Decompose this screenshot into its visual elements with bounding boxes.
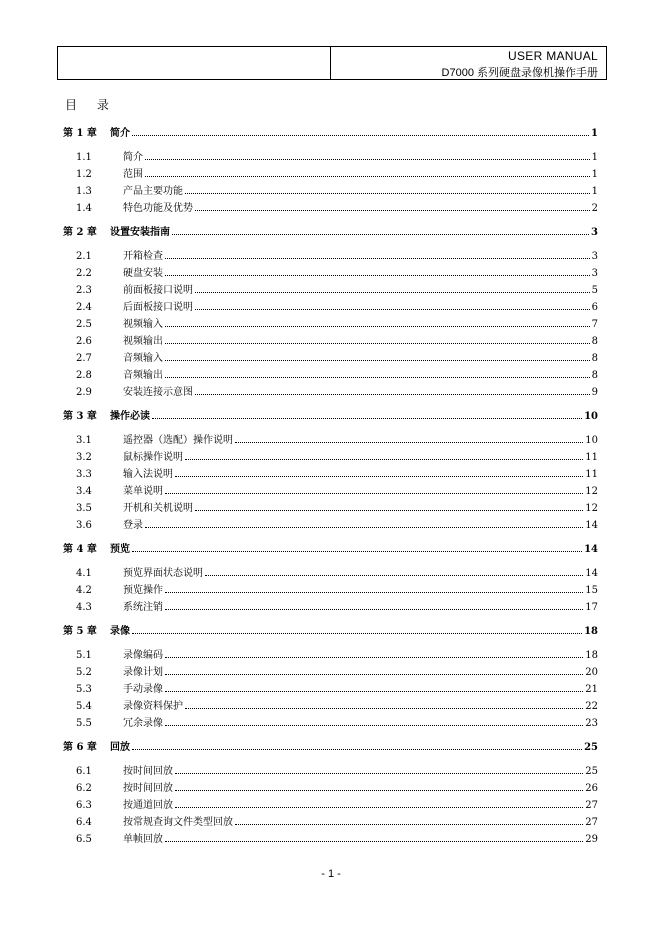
toc-section-title: 产品主要功能 [123,186,183,197]
toc-chapter[interactable] [63,736,598,753]
page-number: - 1 - [321,868,341,880]
toc-section-page: 22 [585,701,598,712]
toc-section[interactable] [63,497,598,514]
toc-section[interactable] [63,480,598,497]
toc-section-number: 2.2 [76,268,92,279]
toc-section-title: 单帧回放 [123,834,163,845]
toc-chapter-title: 预览 [110,544,130,555]
toc-chapter-page: 10 [584,411,598,422]
toc-section-number: 4.3 [76,602,92,613]
toc-chapter-number: 第 2 章 [63,227,97,238]
toc-chapter-number: 第 6 章 [63,742,97,753]
toc-section-page: 8 [591,336,598,347]
toc-section-title: 按通道回放 [123,800,173,811]
toc-section[interactable] [63,296,598,313]
toc-section-page: 1 [591,152,598,163]
table-of-contents [63,122,598,845]
toc-section-number: 2.3 [76,285,92,296]
dot-leader [205,575,583,576]
toc-section[interactable] [63,514,598,531]
toc-title: 目 录 [65,98,117,112]
toc-section[interactable] [63,381,598,398]
toc-section[interactable] [63,712,598,729]
toc-section-title: 视频输出 [123,336,163,347]
toc-section-number: 3.4 [76,486,92,497]
toc-section-title: 按时间回放 [123,783,173,794]
toc-chapter-number: 第 4 章 [63,544,97,555]
toc-section-title: 录像计划 [123,667,163,678]
toc-section-title: 录像资料保护 [123,701,183,712]
toc-section[interactable] [63,794,598,811]
page-header [57,46,607,80]
toc-section[interactable] [63,180,598,197]
toc-section[interactable] [63,429,598,446]
toc-section-number: 1.3 [76,186,92,197]
dot-leader [195,210,590,211]
dot-leader [152,418,582,419]
dot-leader [165,258,590,259]
toc-section-number: 6.4 [76,817,92,828]
dot-leader [165,657,583,658]
toc-section[interactable] [63,678,598,695]
dot-leader [165,725,583,726]
dot-leader [235,442,583,443]
toc-section-number: 1.2 [76,169,92,180]
dot-leader [175,790,583,791]
toc-section-title: 开箱检查 [123,251,163,262]
toc-section-page: 3 [591,251,598,262]
dot-leader [185,193,590,194]
toc-section-title: 简介 [123,152,143,163]
toc-chapter-number: 第 5 章 [63,626,97,637]
dot-leader [132,135,589,136]
toc-section-number: 2.7 [76,353,92,364]
toc-section-number: 2.6 [76,336,92,347]
toc-section-title: 预览界面状态说明 [123,568,203,579]
toc-section-number: 1.4 [76,203,92,214]
toc-chapter-number: 第 3 章 [63,411,97,422]
toc-section-page: 3 [591,268,598,279]
dot-leader [165,493,583,494]
toc-section-number: 1.1 [76,152,92,163]
toc-chapter[interactable] [63,405,598,422]
toc-chapter[interactable] [63,122,598,139]
toc-section[interactable] [63,661,598,678]
toc-section-title: 后面板接口说明 [123,302,193,313]
dot-leader [132,551,582,552]
toc-section-page: 20 [585,667,598,678]
dot-leader [145,159,590,160]
toc-section-page: 8 [591,353,598,364]
toc-section-title: 输入法说明 [123,469,173,480]
dot-leader [165,609,583,610]
toc-section-number: 6.2 [76,783,92,794]
dot-leader [165,841,583,842]
toc-chapter-page: 18 [584,626,598,637]
dot-leader [175,476,583,477]
toc-section-number: 3.2 [76,452,92,463]
toc-section-number: 6.1 [76,766,92,777]
toc-section-number: 3.3 [76,469,92,480]
toc-section-title: 遥控器（选配）操作说明 [123,435,233,446]
toc-section-page: 15 [585,585,598,596]
toc-section-title: 硬盘安装 [123,268,163,279]
toc-chapter-page: 25 [584,742,598,753]
toc-section-title: 预览操作 [123,585,163,596]
toc-chapter-title: 回放 [110,742,130,753]
toc-section-page: 14 [585,520,598,531]
dot-leader [175,773,583,774]
toc-section[interactable] [63,446,598,463]
dot-leader [165,326,590,327]
toc-section-title: 特色功能及优势 [123,203,193,214]
toc-section-page: 11 [585,452,598,463]
toc-section-number: 3.1 [76,435,92,446]
toc-chapter-title: 简介 [110,128,130,139]
toc-chapter-title: 操作必读 [110,411,150,422]
toc-section[interactable] [63,760,598,777]
toc-section[interactable] [63,245,598,262]
toc-section-page: 2 [591,203,598,214]
toc-section-title: 范围 [123,169,143,180]
dot-leader [132,749,582,750]
toc-section-number: 5.5 [76,718,92,729]
toc-chapter-page: 14 [584,544,598,555]
toc-section[interactable] [63,828,598,845]
toc-section[interactable] [63,163,598,180]
dot-leader [175,807,583,808]
dot-leader [145,527,583,528]
toc-section-number: 6.5 [76,834,92,845]
dot-leader [132,633,582,634]
toc-section-number: 6.3 [76,800,92,811]
toc-section[interactable] [63,777,598,794]
toc-section-title: 前面板接口说明 [123,285,193,296]
toc-section[interactable] [63,313,598,330]
toc-section[interactable] [63,644,598,661]
toc-section-page: 7 [591,319,598,330]
toc-section-page: 1 [591,169,598,180]
toc-section-page: 26 [585,783,598,794]
toc-section-page: 25 [585,766,598,777]
toc-section-page: 12 [585,503,598,514]
toc-chapter[interactable] [63,221,598,238]
toc-section-number: 5.2 [76,667,92,678]
toc-chapter[interactable] [63,620,598,637]
dot-leader [165,592,583,593]
dot-leader [195,510,583,511]
toc-section-page: 23 [585,718,598,729]
header-title-en: USER MANUAL [508,49,598,63]
toc-section-title: 系统注销 [123,602,163,613]
toc-section[interactable] [63,695,598,712]
toc-section-title: 鼠标操作说明 [123,452,183,463]
dot-leader [195,394,590,395]
toc-section-title: 安装连接示意图 [123,387,193,398]
dot-leader [185,708,583,709]
toc-section-page: 12 [585,486,598,497]
toc-section-page: 5 [591,285,598,296]
toc-chapter-title: 录像 [110,626,130,637]
toc-section-page: 11 [585,469,598,480]
toc-section-number: 2.8 [76,370,92,381]
toc-section-number: 5.4 [76,701,92,712]
toc-section-title: 按常规查询文件类型回放 [123,817,233,828]
dot-leader [235,824,583,825]
toc-section-number: 4.2 [76,585,92,596]
toc-section-page: 27 [585,817,598,828]
toc-chapter-page: 3 [591,227,598,238]
dot-leader [185,459,583,460]
toc-section-page: 9 [591,387,598,398]
toc-section-number: 2.5 [76,319,92,330]
toc-section[interactable] [63,811,598,828]
dot-leader [165,691,583,692]
dot-leader [165,360,590,361]
toc-section[interactable] [63,364,598,381]
toc-section[interactable] [63,146,598,163]
toc-section-page: 18 [585,650,598,661]
toc-section-page: 21 [585,684,598,695]
toc-section[interactable] [63,262,598,279]
toc-section-number: 5.3 [76,684,92,695]
header-title-cn: D7000 系列硬盘录像机操作手册 [441,67,598,79]
toc-section-number: 5.1 [76,650,92,661]
toc-section-title: 录像编码 [123,650,163,661]
toc-section-title: 按时间回放 [123,766,173,777]
toc-section-title: 音频输入 [123,353,163,364]
toc-section-page: 8 [591,370,598,381]
toc-section[interactable] [63,197,598,214]
dot-leader [195,292,590,293]
dot-leader [165,377,590,378]
toc-section-number: 2.9 [76,387,92,398]
dot-leader [145,176,590,177]
toc-section-number: 3.6 [76,520,92,531]
toc-section-title: 手动录像 [123,684,163,695]
toc-section-title: 音频输出 [123,370,163,381]
toc-section[interactable] [63,330,598,347]
toc-chapter-page: 1 [591,128,598,139]
toc-section-page: 17 [585,602,598,613]
dot-leader [165,343,590,344]
toc-section-title: 登录 [123,520,143,531]
toc-section-page: 1 [591,186,598,197]
toc-section[interactable] [63,579,598,596]
toc-section-page: 27 [585,800,598,811]
dot-leader [195,309,590,310]
toc-section[interactable] [63,596,598,613]
toc-section[interactable] [63,347,598,364]
toc-section-title: 菜单说明 [123,486,163,497]
toc-section[interactable] [63,562,598,579]
header-divider [330,47,331,79]
toc-section-number: 4.1 [76,568,92,579]
toc-chapter-title: 设置安装指南 [110,227,170,238]
toc-chapter[interactable] [63,538,598,555]
dot-leader [165,674,583,675]
toc-section-page: 6 [591,302,598,313]
toc-section-title: 开机和关机说明 [123,503,193,514]
toc-chapter-number: 第 1 章 [63,128,97,139]
toc-section-number: 3.5 [76,503,92,514]
toc-section-number: 2.4 [76,302,92,313]
toc-section-number: 2.1 [76,251,92,262]
toc-section-title: 冗余录像 [123,718,163,729]
dot-leader [165,275,590,276]
toc-section[interactable] [63,279,598,296]
toc-section-page: 14 [585,568,598,579]
toc-section-page: 10 [585,435,598,446]
toc-section-page: 29 [585,834,598,845]
toc-section-title: 视频输入 [123,319,163,330]
toc-section[interactable] [63,463,598,480]
dot-leader [172,234,589,235]
